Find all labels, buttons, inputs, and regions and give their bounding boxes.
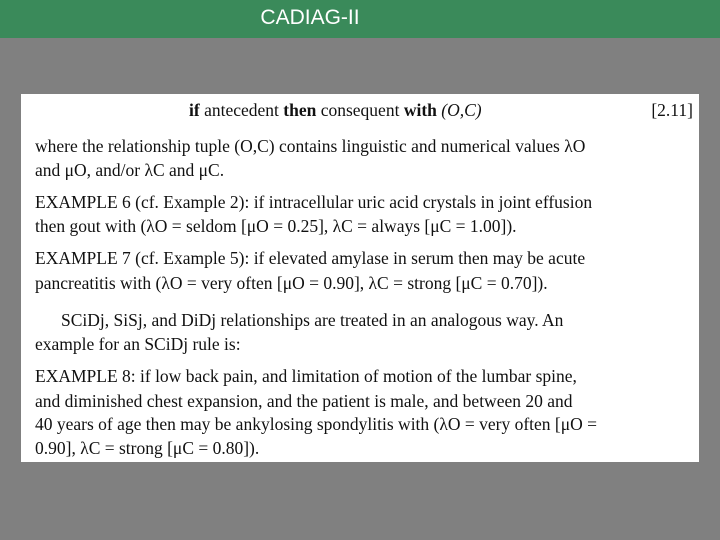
text-line: example for an SCiDj rule is:	[35, 334, 241, 354]
rule-equation	[21, 100, 699, 122]
slide-title-bar	[0, 0, 720, 38]
rule-expression: if antecedent then consequent with (O,C)	[189, 100, 482, 120]
example-6-line: EXAMPLE 6 (cf. Example 2): if intracellular uric acid crystals in joint effusion	[35, 192, 593, 212]
text-line: SCiDj, SiSj, and DiDj relationships are treated in an analogous way. An	[61, 310, 564, 330]
example-8-line: and diminished chest expansion, and the patient is male, and between 20 and	[35, 391, 573, 411]
scanned-document-image	[21, 94, 699, 462]
example-8-line: 0.90], λC = strong [μC = 0.80]).	[35, 438, 260, 458]
example-8-line: 40 years of age then may be ankylosing spondylitis with (λO = very often [μO =	[35, 414, 598, 434]
slide-title: CADIAG-II	[260, 6, 360, 29]
text-line: and μO, and/or λC and μC.	[35, 160, 225, 180]
example-6-line: then gout with (λO = seldom [μO = 0.25], λC = always [μC = 1.00]).	[35, 216, 517, 236]
example-8-line: EXAMPLE 8: if low back pain, and limitation of motion of the lumbar spine,	[35, 366, 577, 386]
equation-number: [2.11]	[651, 100, 693, 120]
example-7-line: EXAMPLE 7 (cf. Example 5): if elevated amylase in serum then may be acute	[35, 248, 586, 268]
text-line: where the relationship tuple (O,C) contains linguistic and numerical values λO	[35, 136, 586, 156]
example-7-line: pancreatitis with (λO = very often [μO = 0.90], λC = strong [μC = 0.70]).	[35, 273, 548, 293]
